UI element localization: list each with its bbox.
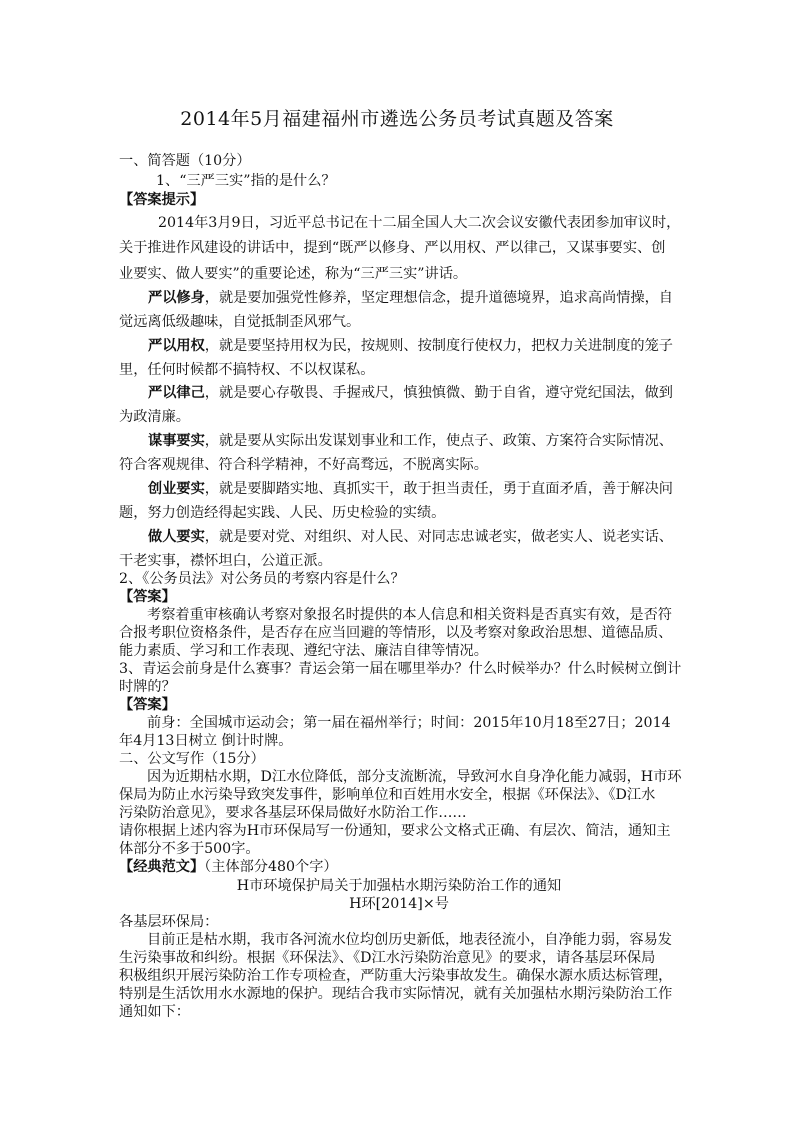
definition-term: 创业要实	[148, 481, 205, 497]
question-text: 3、青运会前身是什么赛事？青运会第一届在哪里举办？什么时候举办？什么时候树立倒计	[119, 661, 682, 677]
question-text: 时牌的？	[119, 679, 176, 695]
paragraph-line: 年4月13日树立 倒计时牌。	[119, 733, 293, 749]
paragraph-line: 合报考职位资格条件，是否存在应当回避的等情形，以及考察对象政治思想、道德品质、	[119, 625, 673, 641]
paragraph-line: 污染防治意见》，要求各基层环保局做好水防治工作……	[119, 805, 467, 821]
paragraph-line: 目前正是枯水期，我市各河流水位均创历史新低，地表径流小，自净能力弱，容易发	[147, 932, 672, 948]
paragraph-line: 业要实、做人要实”的重要论述，称为“三严三实”讲话。	[119, 266, 468, 282]
definition-term: 严以律己	[148, 385, 205, 401]
paragraph-line: 符合客观规律、符合科学精神，不好高骛远，不脱离实际。	[119, 457, 488, 473]
definition-item	[148, 527, 708, 547]
paragraph-line: 生污染事故和纠纷。根据《环保法》、《D江水污染防治意见》的要求，请各基层环保局	[119, 950, 656, 966]
paragraph-line: 因为近期枯水期，D江水位降低，部分支流断流，导致河水自身净化能力减弱，H市环	[147, 769, 682, 785]
paragraph-line: 考察着重审核确认考察对象报名时提供的本人信息和相关资料是否真实有效，是否符	[147, 607, 672, 623]
answer-label: 【答案提示】	[119, 192, 205, 208]
model-answer-note: （主体部分480个字）	[204, 859, 338, 875]
answer-label: 【答案】	[119, 697, 176, 713]
definition-term: 做人要实	[148, 529, 205, 545]
paragraph-line: 题，努力创造经得起实践、人民、历史检验的实绩。	[119, 505, 446, 521]
paragraph-line: 关于推进作风建设的讲话中，提到“既严以修身、严以用权、严以律己，又谋事要实、创	[119, 240, 666, 256]
definition-item	[148, 479, 708, 499]
paragraph-line: 积极组织开展污染防治工作专项检查，严防重大污染事故发生。确保水源水质达标管理，	[119, 968, 673, 984]
model-answer-heading	[119, 857, 679, 877]
paragraph-line: 为政清廉。	[119, 409, 190, 425]
section-heading: 二、公文写作（15分）	[119, 751, 265, 767]
notice-number: H环[2014]×号	[349, 896, 449, 912]
answer-label: 【答案】	[119, 589, 176, 605]
paragraph-line: 干老实事，襟怀坦白，公道正派。	[119, 553, 332, 569]
paragraph-line: 特别是生活饮用水水源地的保护。现结合我市实际情况，就有关加强枯水期污染防治工作	[119, 986, 673, 1002]
page-title: 2014年5月福建福州市遴选公务员考试真题及答案	[180, 108, 614, 130]
notice-title: H市环境保护局关于加强枯水期污染防治工作的通知	[236, 878, 562, 894]
paragraph-line: 前身：全国城市运动会；第一届在福州举行；时间：2015年10月18至27日；2014	[147, 715, 671, 731]
paragraph-line: 能力素质、学习和工作表现、遵纪守法、廉洁自律等情况。	[119, 643, 488, 659]
paragraph-line: 里，任何时候都不搞特权、不以权谋私。	[119, 362, 375, 378]
definition-text: ，就是要坚持用权为民，按规则、按制度行使权力，把权力关进制度的笼子	[204, 338, 673, 354]
question-text: 1、“三严三实”指的是什么？	[156, 173, 336, 189]
paragraph-line: 觉远离低级趣味，自觉抵制歪风邪气。	[119, 314, 361, 330]
paragraph-line: 保局为防止水污染导致突发事件，影响单位和百姓用水安全，根据《环保法》、《D江水	[119, 787, 656, 803]
definition-item	[148, 383, 708, 403]
definition-text: ，就是要加强党性修养，坚定理想信念，提升道德境界，追求高尚情操，自	[204, 290, 673, 306]
paragraph-line: 体部分不多于500字。	[119, 841, 260, 857]
definition-item	[148, 336, 708, 356]
paragraph-line: 通知如下：	[119, 1004, 190, 1020]
section-heading: 一、简答题（10分）	[119, 153, 251, 169]
paragraph-line: 2014年3月9日，习近平总书记在十二届全国人大二次会议安徽代表团参加审议时，	[158, 215, 681, 231]
definition-item	[148, 288, 708, 308]
model-answer-label: 【经典范文】	[119, 859, 205, 875]
notice-recipient: 各基层环保局：	[119, 914, 219, 930]
question-text: 2、《公务员法》对公务员的考察内容是什么？	[119, 571, 405, 587]
definition-term: 严以用权	[148, 338, 205, 354]
definition-text: ，就是要从实际出发谋划事业和工作，使点子、政策、方案符合实际情况、	[204, 433, 673, 449]
definition-term: 谋事要实	[148, 433, 205, 449]
definition-item	[148, 431, 708, 451]
definition-text: ，就是要对党、对组织、对人民、对同志忠诚老实，做老实人、说老实话、	[204, 529, 673, 545]
paragraph-line: 请你根据上述内容为H市环保局写一份通知，要求公文格式正确、有层次、简洁，通知主	[119, 823, 671, 839]
definition-text: ，就是要脚踏实地、真抓实干，敢于担当责任，勇于直面矛盾，善于解决问	[204, 481, 673, 497]
definition-term: 严以修身	[148, 290, 205, 306]
definition-text: ，就是要心存敬畏、手握戒尺，慎独慎微、勤于自省，遵守党纪国法，做到	[204, 385, 673, 401]
